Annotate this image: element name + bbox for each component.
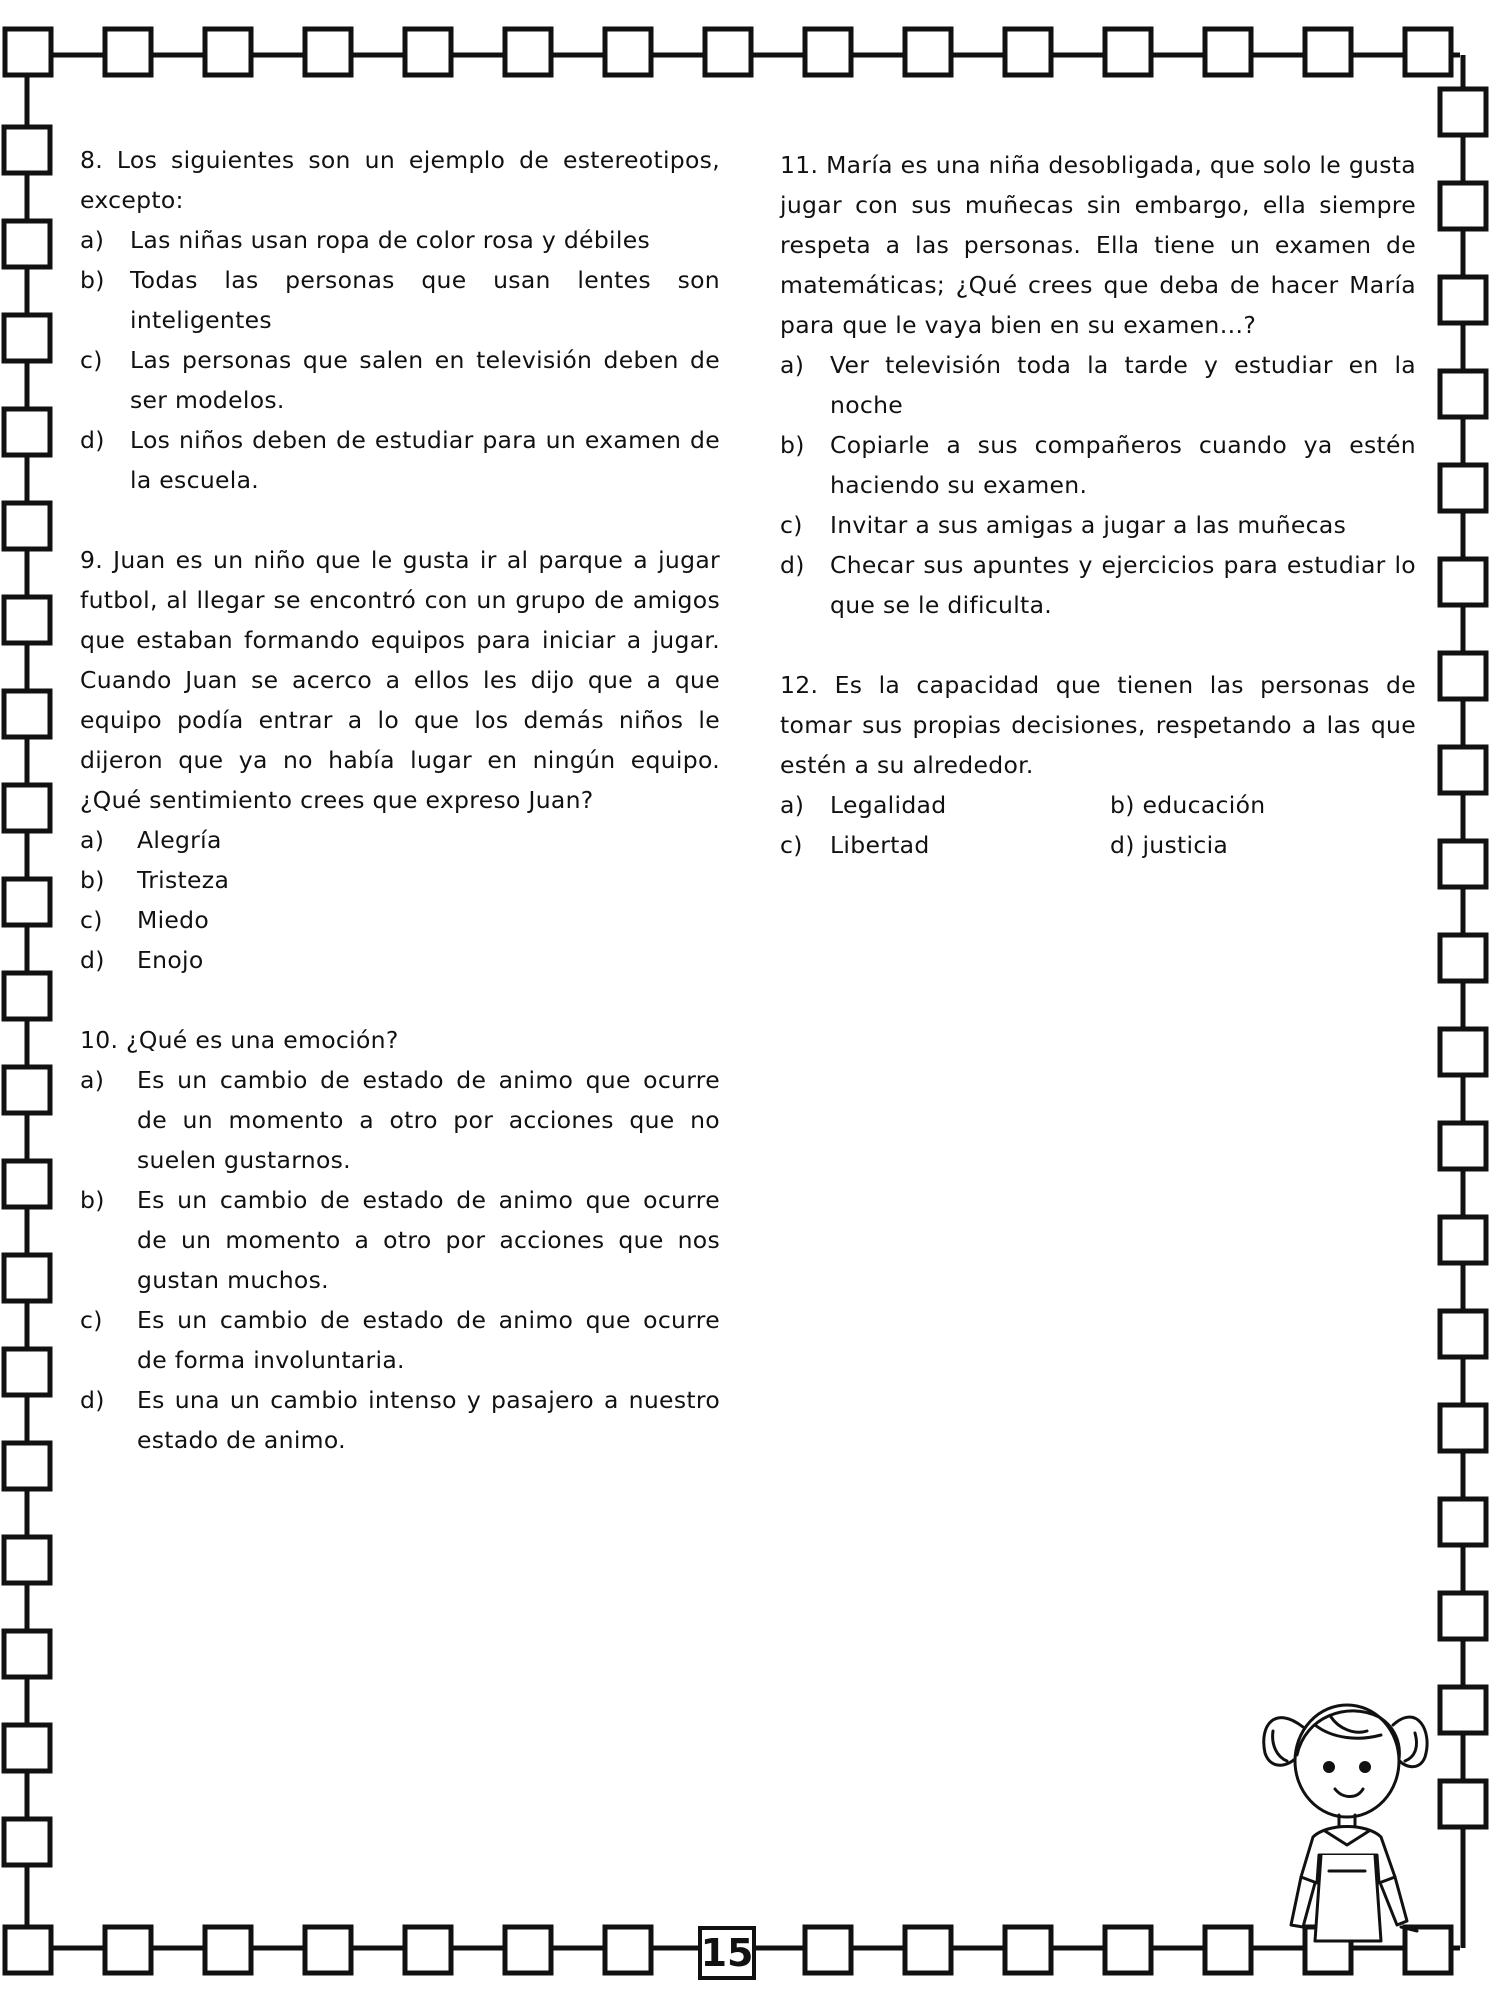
option-letter: c) — [780, 831, 803, 859]
option-text: Alegría — [137, 826, 222, 854]
question-8 — [80, 140, 720, 500]
border-square — [4, 785, 50, 831]
border-square — [1440, 841, 1486, 887]
question-11-options — [780, 345, 1416, 625]
option-letter: d) — [780, 551, 805, 579]
border-square — [105, 29, 151, 75]
border-square — [1440, 653, 1486, 699]
question-10 — [80, 1020, 720, 1460]
option-letter: d) — [80, 1386, 105, 1414]
border-square — [1205, 1927, 1251, 1973]
option-letter: a) — [780, 351, 805, 379]
question-11-option-c — [780, 505, 1416, 545]
question-11-option-b — [780, 425, 1416, 505]
border-square — [805, 1927, 851, 1973]
border-square — [1440, 935, 1486, 981]
border-square — [205, 29, 251, 75]
border-square — [4, 1255, 50, 1301]
border-square — [1405, 29, 1451, 75]
option-text: Los niños deben de estudiar para un examen de la escuela. — [130, 426, 720, 494]
option-text: Libertad — [830, 831, 930, 859]
question-9-option-c — [80, 900, 720, 940]
option-letter: c) — [80, 906, 103, 934]
option-letter: b) — [780, 431, 805, 459]
option-text: Checar sus apuntes y ejercicios para estudiar lo que se le dificulta. — [830, 551, 1416, 619]
border-square — [4, 315, 50, 361]
question-10-option-d — [80, 1380, 720, 1460]
option-letter: a) — [80, 826, 105, 854]
border-square — [4, 503, 50, 549]
border-square — [1440, 1405, 1486, 1451]
page-number: 15 — [698, 1926, 756, 1980]
question-10-option-b — [80, 1180, 720, 1300]
border-square — [4, 879, 50, 925]
question-8-option-a — [80, 220, 720, 260]
border-square — [4, 973, 50, 1019]
border-square — [4, 1067, 50, 1113]
border-square — [1440, 277, 1486, 323]
option-text: b) educación — [1110, 791, 1266, 819]
question-12-option-b — [1110, 785, 1410, 825]
option-letter: b) — [80, 1186, 105, 1214]
border-square — [4, 597, 50, 643]
border-square — [1305, 29, 1351, 75]
option-text: d) justicia — [1110, 831, 1229, 859]
option-text: Es un cambio de estado de animo que ocurre de un momento a otro por acciones que nos gustan muchos. — [137, 1186, 720, 1294]
option-letter: b) — [80, 866, 105, 894]
border-square — [605, 1927, 651, 1973]
border-square — [305, 29, 351, 75]
option-text: Enojo — [137, 946, 204, 974]
border-square — [4, 127, 50, 173]
question-10-option-c — [80, 1300, 720, 1380]
option-letter: c) — [780, 511, 803, 539]
option-text: Tristeza — [137, 866, 230, 894]
border-square — [405, 29, 451, 75]
border-square — [1105, 29, 1151, 75]
border-square — [505, 1927, 551, 1973]
option-letter: a) — [780, 791, 805, 819]
right-column — [780, 145, 1416, 905]
border-square — [1440, 1781, 1486, 1827]
option-text: Las personas que salen en televisión deben de ser modelos. — [130, 346, 720, 414]
option-text: Todas las personas que usan lentes son inteligentes — [130, 266, 720, 334]
question-11 — [780, 145, 1416, 625]
question-12-option-c — [780, 825, 1110, 865]
option-letter: c) — [80, 346, 103, 374]
question-8-option-b — [80, 260, 720, 340]
option-text: Es un cambio de estado de animo que ocurre de un momento a otro por acciones que no suelen gustarnos. — [137, 1066, 720, 1174]
border-square — [4, 1161, 50, 1207]
border-square — [1440, 371, 1486, 417]
option-letter: a) — [80, 1066, 105, 1094]
border-square — [805, 29, 851, 75]
question-10-stem: 10. ¿Qué es una emoción? — [80, 1026, 399, 1054]
border-square — [1440, 747, 1486, 793]
question-8-option-d — [80, 420, 720, 500]
border-square — [205, 1927, 251, 1973]
border-square — [1440, 1687, 1486, 1733]
option-letter: d) — [80, 426, 105, 454]
question-9-option-a — [80, 820, 720, 860]
left-column — [80, 140, 720, 1500]
question-9-options — [80, 820, 720, 980]
question-12-options — [780, 785, 1416, 865]
question-12-option-a — [780, 785, 1110, 825]
border-square — [1440, 1311, 1486, 1357]
question-9-option-b — [80, 860, 720, 900]
border-square — [305, 1927, 351, 1973]
question-12-option-d — [1110, 825, 1410, 865]
border-square — [4, 691, 50, 737]
option-text: Copiarle a sus compañeros cuando ya estén haciendo su examen. — [830, 431, 1416, 499]
border-square — [4, 1349, 50, 1395]
border-square — [905, 29, 951, 75]
border-square — [4, 409, 50, 455]
border-square — [1440, 559, 1486, 605]
option-letter: b) — [80, 266, 105, 294]
border-square — [4, 1631, 50, 1677]
option-letter: c) — [80, 1306, 103, 1334]
option-text: Es una un cambio intenso y pasajero a nuestro estado de animo. — [137, 1386, 720, 1454]
question-12 — [780, 665, 1416, 865]
border-square — [1440, 1217, 1486, 1263]
option-text: Ver televisión toda la tarde y estudiar en la noche — [830, 351, 1416, 419]
option-text: Es un cambio de estado de animo que ocurre de forma involuntaria. — [137, 1306, 720, 1374]
border-square — [4, 1537, 50, 1583]
option-text: Miedo — [137, 906, 210, 934]
border-square — [1440, 183, 1486, 229]
border-square — [705, 29, 751, 75]
question-11-option-a — [780, 345, 1416, 425]
border-square — [1005, 1927, 1051, 1973]
option-text: Las niñas usan ropa de color rosa y débiles — [130, 226, 650, 254]
border-square — [1440, 1029, 1486, 1075]
border-square — [1205, 29, 1251, 75]
border-square — [105, 1927, 151, 1973]
question-11-stem: 11. María es una niña desobligada, que solo le gusta jugar con sus muñecas sin embargo, ella siempre respeta a las personas. Ella tiene un examen de matemáticas; ¿Qué crees que deba de hacer María para que le vaya bien en su examen…? — [780, 151, 1416, 339]
girl-illustration — [1255, 1695, 1435, 1960]
border-square — [605, 29, 651, 75]
border-square — [4, 1725, 50, 1771]
border-square — [905, 1927, 951, 1973]
border-square — [1440, 1593, 1486, 1639]
border-square — [505, 29, 551, 75]
border-square — [1440, 465, 1486, 511]
question-8-stem: 8. Los siguientes son un ejemplo de estereotipos, excepto: — [80, 146, 720, 214]
border-square — [4, 221, 50, 267]
option-letter: a) — [80, 226, 105, 254]
border-square — [5, 1927, 51, 1973]
question-10-option-a — [80, 1060, 720, 1180]
question-12-stem: 12. Es la capacidad que tienen las personas de tomar sus propias decisiones, respetando a las que estén a su alrededor. — [780, 671, 1416, 779]
border-square — [5, 29, 51, 75]
border-square — [1440, 1123, 1486, 1169]
question-8-option-c — [80, 340, 720, 420]
border-square — [1440, 1499, 1486, 1545]
question-11-option-d — [780, 545, 1416, 625]
question-10-options — [80, 1060, 720, 1460]
option-text: Invitar a sus amigas a jugar a las muñecas — [830, 511, 1347, 539]
question-9-stem: 9. Juan es un niño que le gusta ir al parque a jugar futbol, al llegar se encontró con un grupo de amigos que estaban formando equipos para iniciar a jugar. Cuando Juan se acerco a ellos les dijo que a que equipo podía entrar a lo que los demás niños le dijeron que ya no había lugar en ningún equipo. ¿Qué sentimiento crees que expreso Juan? — [80, 546, 720, 814]
option-letter: d) — [80, 946, 105, 974]
question-8-options — [80, 220, 720, 500]
question-9 — [80, 540, 720, 980]
border-square — [4, 1443, 50, 1489]
border-square — [405, 1927, 451, 1973]
border-square — [1005, 29, 1051, 75]
option-text: Legalidad — [830, 791, 947, 819]
border-square — [4, 1819, 50, 1865]
border-square — [1105, 1927, 1151, 1973]
question-9-option-d — [80, 940, 720, 980]
border-square — [1440, 89, 1486, 135]
